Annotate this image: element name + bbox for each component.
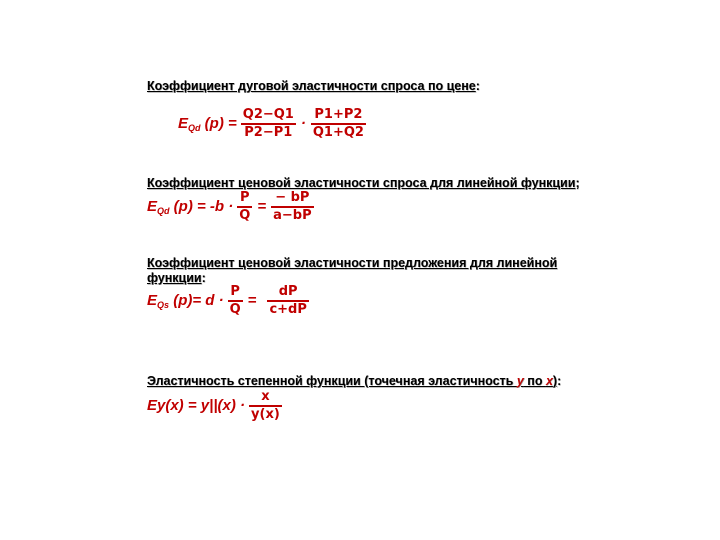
formula-operator: =: [257, 198, 267, 216]
fraction-p-over-q: $\frac{P}{Q}$: [229, 284, 241, 317]
fraction-q-over-p: $\frac{Q2-Q1}{P2-P1}$: [242, 107, 294, 140]
heading-punct: :: [475, 79, 480, 93]
fraction-p-over-q: $\frac{P}{Q}$: [239, 190, 251, 223]
fraction-p-over-q: $\frac{P1+P2}{Q1+Q2}$: [312, 107, 364, 140]
heading-text-line1: Коэффициент ценовой эластичности предложения для линейной: [147, 256, 558, 270]
heading-text-line2: функции: [147, 271, 202, 285]
formula-linear-supply: [147, 284, 313, 318]
heading-var-x: x: [545, 374, 553, 388]
heading-punct: :: [201, 271, 206, 285]
formula-arc-elasticity: [178, 107, 370, 141]
fraction-dp: $\frac{dP}{c+dP}$: [269, 284, 307, 317]
heading-punct: :: [557, 374, 562, 388]
formula-lhs: $E_{Qs}$ (p)= d ·: [147, 291, 224, 310]
formula-operator: =: [247, 292, 257, 310]
heading-linear-demand: [147, 176, 580, 190]
formula-lhs: $E_{Qd}$ (p) = -b ·: [147, 197, 234, 216]
heading-punct: ;: [575, 176, 580, 190]
fraction-bp: $\frac{- bP}{a-bP}$: [273, 190, 312, 223]
heading-arc-elasticity: [147, 79, 480, 93]
heading-var-y: y: [516, 374, 524, 388]
heading-text: Коэффициент ценовой эластичности спроса для линейной функции: [147, 176, 576, 190]
formula-lhs: $E_{Qd}$ (p) =: [178, 114, 237, 133]
formula-lhs: Ey(x) = y||(x) ·: [147, 397, 246, 415]
heading-power-function: [147, 374, 561, 388]
formula-linear-demand: [147, 190, 318, 224]
formula-operator: ·: [300, 115, 306, 133]
heading-text: Коэффициент дуговой эластичности спроса по цене: [147, 79, 476, 93]
formula-power-function: [147, 389, 286, 423]
heading-text: Эластичность степенной функции (точечная эластичность y по x): [147, 374, 558, 388]
heading-linear-supply: [147, 256, 577, 286]
fraction-x-over-yx: $\frac{x}{y(x)}$: [251, 389, 280, 422]
